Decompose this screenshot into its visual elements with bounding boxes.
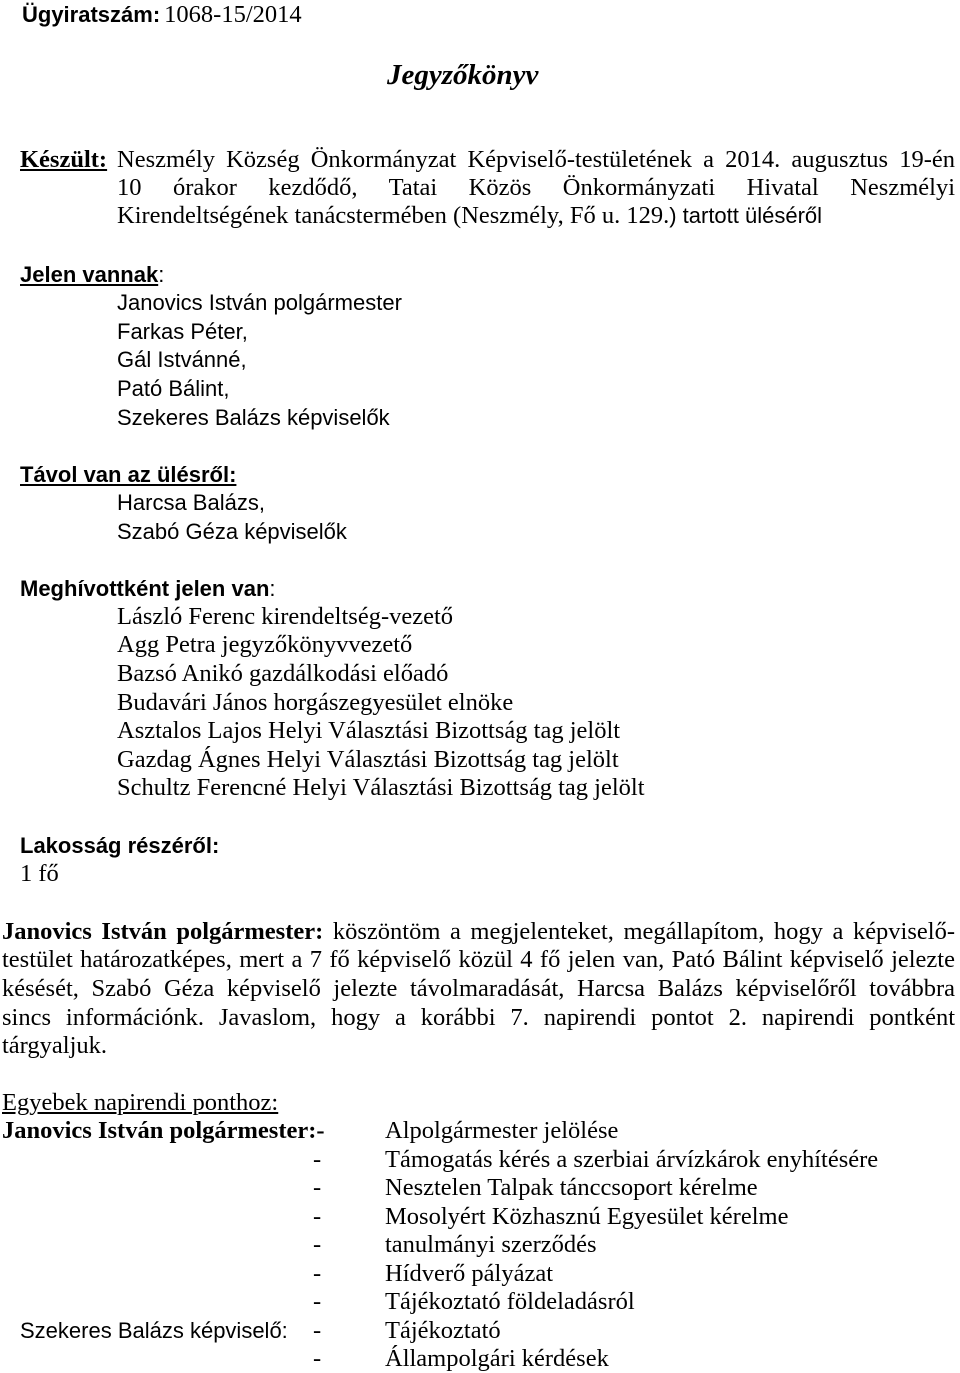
present-heading: [20, 261, 164, 289]
absent-label: Távol van az ülésről:: [20, 462, 237, 487]
present-name: Szekeres Balázs képviselők: [117, 405, 390, 430]
file-number-value: 1068-15/2014: [164, 1, 302, 28]
statement-line-1: [2, 918, 955, 946]
agenda-item: Hídverő pályázat: [385, 1260, 554, 1287]
prepared-tail: ) tartott üléséről: [669, 203, 823, 228]
prepared-location: Kirendeltségének tanácstermében (Neszmély, Fő u. 129.: [117, 202, 670, 229]
present-name: Pató Bálint,: [117, 376, 230, 401]
agenda-dash: -: [313, 1288, 322, 1315]
invited-name: Gazdag Ágnes Helyi Választási Bizottság tag jelölt: [117, 746, 619, 773]
agenda-item: Alpolgármester jelölése: [385, 1117, 619, 1144]
invited-label: Meghívottként jelen van: [20, 576, 270, 601]
statement-line-5: tárgyaljuk.: [2, 1032, 108, 1059]
agenda-dash: -: [313, 1345, 322, 1372]
invited-name: Agg Petra jegyzőkönyvvezető: [117, 631, 413, 658]
agenda-dash: -: [313, 1231, 322, 1258]
prepared-line-2: 10 órakor kezdődő, Tatai Közös Önkormányzati Hivatal Neszmélyi: [117, 174, 955, 201]
agenda-item: Nesztelen Talpak tánccsoport kérelme: [385, 1174, 758, 1201]
agenda-item: Mosolyért Közhasznú Egyesület kérelme: [385, 1203, 789, 1230]
present-name: Gál Istvánné,: [117, 347, 247, 372]
agenda-item: Támogatás kérés a szerbiai árvízkárok enyhítésére: [385, 1146, 879, 1173]
agenda-item: Állampolgári kérdések: [385, 1345, 609, 1372]
invited-colon: :: [269, 576, 276, 601]
invited-name: Asztalos Lajos Helyi Választási Bizottság tag jelölt: [117, 717, 621, 744]
present-name: Farkas Péter,: [117, 319, 248, 344]
agenda-dash: -: [313, 1260, 322, 1287]
agenda-item: tanulmányi szerződés: [385, 1231, 597, 1258]
agenda-label: Egyebek napirendi ponthoz:: [2, 1089, 279, 1116]
agenda-speaker-councillor: Szekeres Balázs képviselő:: [20, 1318, 288, 1343]
public-value: 1 fő: [20, 860, 59, 887]
prepared-line-3: [117, 202, 822, 230]
invited-name: Bazsó Anikó gazdálkodási előadó: [117, 660, 449, 687]
present-colon: :: [158, 262, 165, 287]
invited-name: László Ferenc kirendeltség-vezető: [117, 603, 454, 630]
prepared-line-1: Neszmély Község Önkormányzat Képviselő-testületének a 2014. augusztus 19-én: [117, 146, 955, 173]
agenda-dash: -: [313, 1146, 322, 1173]
invited-name: Budavári János horgászegyesület elnöke: [117, 689, 514, 716]
file-number-line: [22, 1, 302, 29]
statement-line-4: sincs információnk. Javaslom, hogy a korábbi 7. napirendi pontot 2. napirendi pontként: [2, 1004, 955, 1031]
invited-name: Schultz Ferencné Helyi Választási Bizottság tag jelölt: [117, 774, 645, 801]
invited-heading: [20, 575, 276, 603]
agenda-dash: -: [313, 1317, 322, 1344]
present-label: Jelen vannak: [20, 262, 159, 287]
agenda-speaker-mayor: Janovics István polgármester:-: [2, 1117, 325, 1144]
agenda-item: Tájékoztató földeladásról: [385, 1288, 635, 1315]
agenda-dash: -: [313, 1174, 322, 1201]
public-label: Lakosság részéről:: [20, 833, 220, 858]
statement-line-3: késését, Szabó Géza képviselő jelezte távolmaradását, Harcsa Balázs képviselőről továbbra: [2, 975, 955, 1002]
prepared-label: Készült:: [20, 146, 108, 173]
agenda-item: Tájékoztató: [385, 1317, 501, 1344]
statement-text: köszöntöm a megjelenteket, megállapítom, hogy a képviselő-: [332, 918, 955, 945]
agenda-dash: -: [313, 1203, 322, 1230]
statement-line-2: testület határozatképes, mert a 7 fő képviselő közül 4 fő jelen van, Pató Bálint képviselő jelezte: [2, 946, 955, 973]
statement-speaker: Janovics István polgármester:: [2, 918, 324, 945]
absent-name: Harcsa Balázs,: [117, 490, 265, 515]
file-number-label: Ügyiratszám:: [22, 2, 161, 27]
present-name: Janovics István polgármester: [117, 290, 402, 315]
absent-name: Szabó Géza képviselők: [117, 519, 347, 544]
document-title: Jegyzőkönyv: [387, 59, 539, 91]
